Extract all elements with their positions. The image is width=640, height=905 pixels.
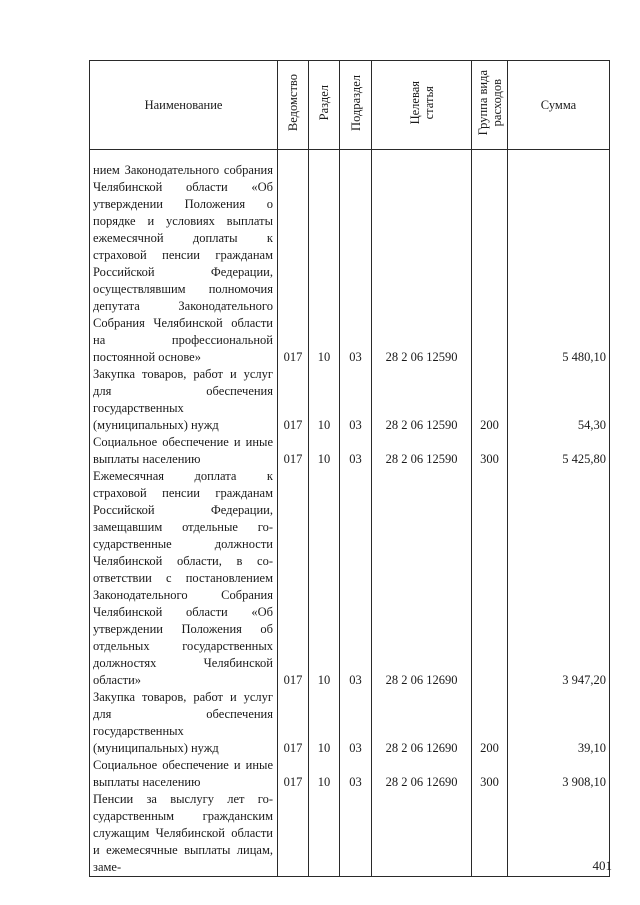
table-row [90,434,610,468]
row-subsection: 03 [340,434,372,468]
row-name: Закупка товаров, работ и услуг для обеспечения государственных (муниципальных) нужд [90,366,278,434]
table-row [90,791,610,877]
table-header-row [90,61,610,150]
row-sum: 5 425,80 [508,434,610,468]
table-row [90,366,610,434]
table-row [90,757,610,791]
row-name: Ежемесячная доплата к страховой пенсии гражданам Российской Федерации, замещавшим отдельные государственные должности Челябинской области, в соответствии с постановлением Законодательного Собрания Челябинской области «Об утверждении Положения об отдельных государственных должностях Челябинской области» [90,468,278,689]
row-target: 28 2 06 12690 [372,689,472,757]
row-subsection: 03 [340,468,372,689]
row-name: Социальное обеспечение и иные выплаты населению [90,757,278,791]
header-name: Наименование [90,61,278,150]
header-sum: Сумма [508,61,610,150]
page-number: 401 [592,858,612,873]
row-subsection: 03 [340,150,372,366]
row-section: 10 [309,468,340,689]
row-section: 10 [309,434,340,468]
header-target-article: Целевая статья [372,61,472,150]
row-group [472,791,508,877]
row-target: 28 2 06 12590 [372,366,472,434]
row-name: Социальное обеспечение и иные выплаты населению [90,434,278,468]
row-group [472,150,508,366]
row-section: 10 [309,366,340,434]
row-target: 28 2 06 12590 [372,434,472,468]
row-sum: 3 947,20 [508,468,610,689]
row-group: 300 [472,757,508,791]
row-target: 28 2 06 12690 [372,757,472,791]
table-row [90,468,610,689]
row-group: 200 [472,366,508,434]
row-department: 017 [278,689,309,757]
row-subsection: 03 [340,366,372,434]
row-department: 017 [278,468,309,689]
row-group [472,468,508,689]
header-expense-group: Группа вида расходов [472,61,508,150]
row-target: 28 2 06 12590 [372,150,472,366]
header-subsection: Подраздел [340,61,372,150]
row-subsection: 03 [340,689,372,757]
row-section: 10 [309,757,340,791]
header-section: Раздел [309,61,340,150]
row-name: Закупка товаров, работ и услуг для обеспечения государственных (муниципальных) нужд [90,689,278,757]
table-row [90,150,610,366]
row-sum: 5 480,10 [508,150,610,366]
row-sum: 3 908,10 [508,757,610,791]
row-group: 200 [472,689,508,757]
row-name: нием Законодательного собрания Челябинской области «Об утверждении Положения о порядке и условиях выплаты ежемесячной доплаты к страховой пенсии гражданам Российской Федерации, осуществлявшим полномочия депутата Законодательного Собрания Челябинской области на профессиональной постоянной основе» [90,150,278,366]
row-department: 017 [278,434,309,468]
row-target: 28 2 06 12690 [372,468,472,689]
row-name: Пенсии за выслугу лет государственным гражданским служащим Челябинской области и ежемесячные выплаты лицам, заме- [90,791,278,877]
row-sum: 39,10 [508,689,610,757]
row-group: 300 [472,434,508,468]
row-department: 017 [278,366,309,434]
row-section: 10 [309,689,340,757]
row-department: 017 [278,150,309,366]
row-department: 017 [278,757,309,791]
row-sum: 54,30 [508,366,610,434]
row-department [278,791,309,877]
budget-table [89,60,610,877]
row-section [309,791,340,877]
row-section: 10 [309,150,340,366]
row-subsection: 03 [340,757,372,791]
row-subsection [340,791,372,877]
table-row [90,689,610,757]
header-department: Ведомство [278,61,309,150]
row-target [372,791,472,877]
